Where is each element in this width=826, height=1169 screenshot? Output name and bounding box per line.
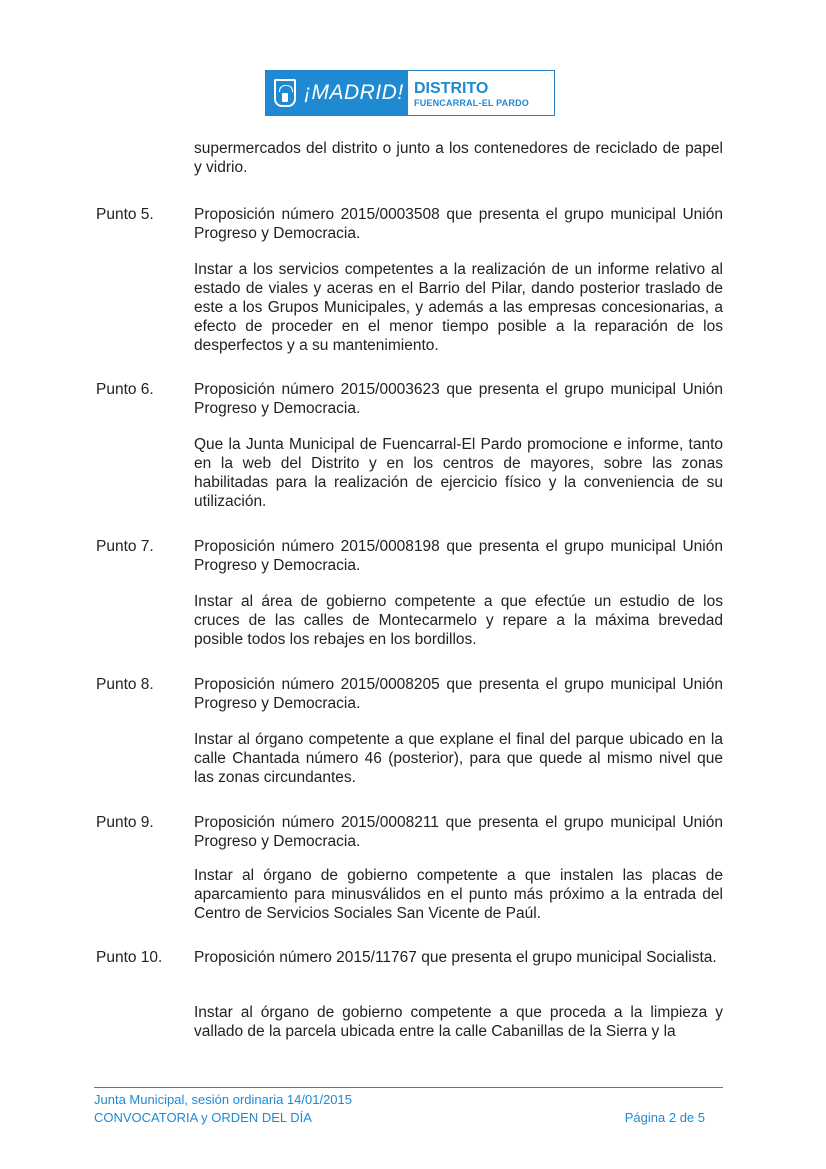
logo-district-name: FUENCARRAL-EL PARDO [414, 98, 529, 108]
coat-of-arms-icon [274, 79, 296, 107]
intro-paragraph: supermercados del distrito o junto a los contenedores de reciclado de papel y vidrio. [194, 140, 723, 176]
item-title: Proposición número 2015/0003623 que presenta el grupo municipal Unión Progreso y Democracia. [194, 381, 723, 417]
item-body: Instar al área de gobierno competente a que efectúe un estudio de los cruces de las calles de Montecarmelo y repare a la máxima brevedad posible todos los rebajes en los bordillos. [194, 593, 723, 648]
logo-madrid-panel [266, 71, 408, 115]
logo-city-text: ¡MADRID! [304, 81, 404, 104]
item-title: Proposición número 2015/0003508 que presenta el grupo municipal Unión Progreso y Democracia. [194, 206, 723, 242]
item-body: Instar al órgano competente a que explane el final del parque ubicado en la calle Chantada número 46 (posterior), para que quede al mismo nivel que las zonas circundantes. [194, 731, 723, 786]
item-body: Instar a los servicios competentes a la realización de un informe relativo al estado de viales y aceras en el Barrio del Pilar, dando posterior traslado de este a los Grupos Municipales, y además a las empresas concesionarias, a efecto de proceder en el menor tiempo posible a la reparación de los desperfectos y a su mantenimiento. [194, 261, 723, 354]
footer-document-title: CONVOCATORIA y ORDEN DEL DÍA [94, 1110, 312, 1125]
item-title: Proposición número 2015/11767 que presenta el grupo municipal Socialista. [194, 949, 717, 966]
item-body: Que la Junta Municipal de Fuencarral-El Pardo promocione e informe, tanto en la web del Distrito y en los centros de mayores, sobre las zonas habilitadas para la realización de ejercicio físico y la conveniencia de su utilización. [194, 436, 723, 510]
madrid-district-logo [265, 70, 555, 116]
footer-divider [94, 1087, 723, 1088]
item-title: Proposición número 2015/0008211 que presenta el grupo municipal Unión Progreso y Democracia. [194, 814, 723, 850]
item-label: Punto 5. [96, 206, 154, 223]
item-label: Punto 10. [96, 949, 163, 966]
item-body: Instar al órgano de gobierno competente a que proceda a la limpieza y vallado de la parcela ubicada entre la calle Cabanillas de la Sierra y la [194, 1004, 723, 1040]
item-body: Instar al órgano de gobierno competente a que instalen las placas de aparcamiento para minusválidos en el punto más próximo a la entrada del Centro de Servicios Sociales San Vicente de Paúl. [194, 867, 723, 922]
footer-session: Junta Municipal, sesión ordinaria 14/01/2015 [94, 1092, 353, 1107]
logo-district-panel [408, 71, 554, 115]
item-label: Punto 6. [96, 381, 154, 398]
item-title: Proposición número 2015/0008198 que presenta el grupo municipal Unión Progreso y Democracia. [194, 538, 723, 574]
item-title: Proposición número 2015/0008205 que presenta el grupo municipal Unión Progreso y Democracia. [194, 676, 723, 712]
footer-page-number: Página 2 de 5 [624, 1110, 705, 1125]
item-label: Punto 7. [96, 538, 154, 555]
item-label: Punto 9. [96, 814, 154, 831]
logo-district-text: DISTRITO [414, 80, 489, 97]
item-label: Punto 8. [96, 676, 154, 693]
